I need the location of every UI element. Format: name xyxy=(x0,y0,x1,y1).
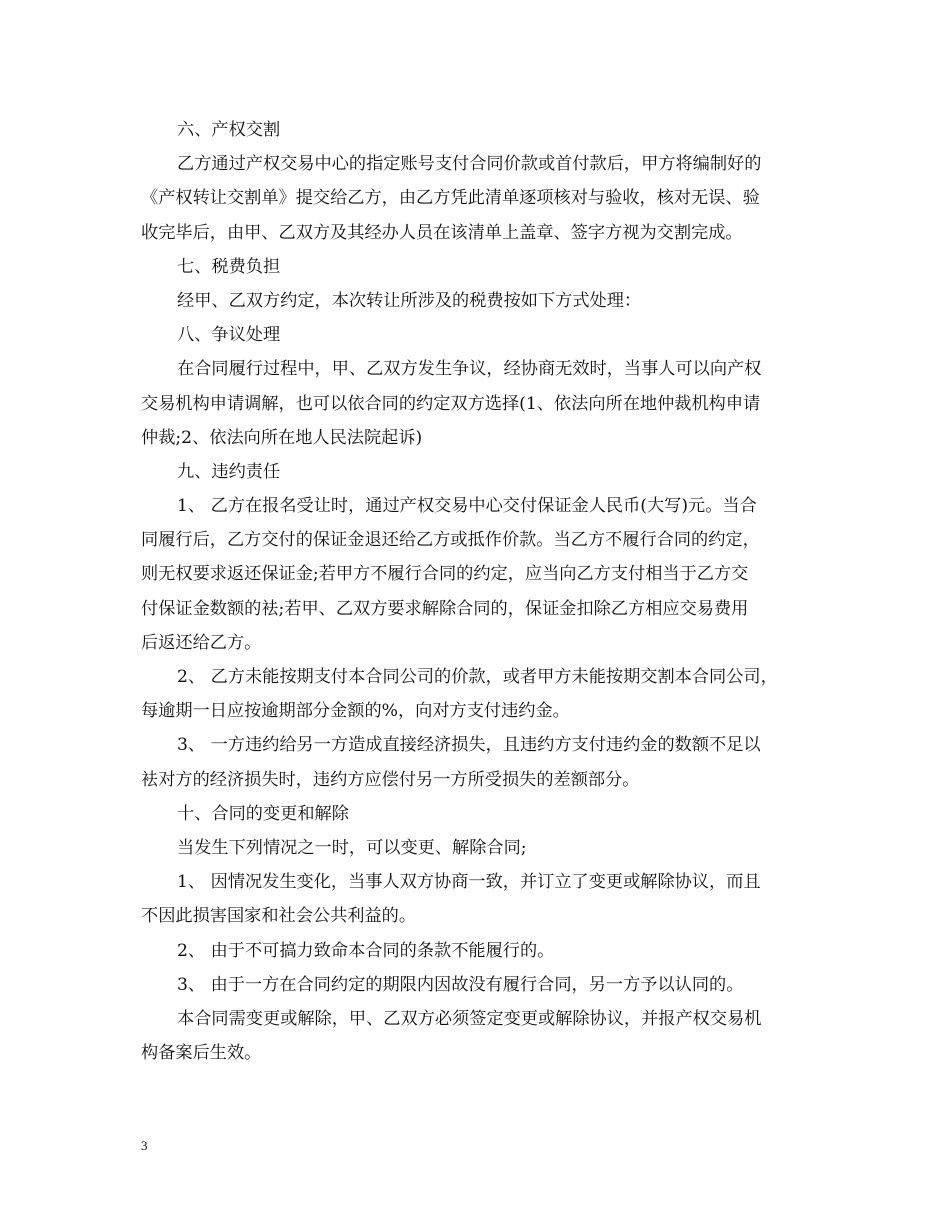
paragraph-line: 同履行后，乙方交付的保证金退还给乙方或抵作价款。当乙方不履行合同的约定， xyxy=(141,530,760,551)
list-item-line: 1、 乙方在报名受让时，通过产权交易中心交付保证金人民币(大写)元。当合 xyxy=(177,496,757,517)
section-heading-property-handover: 六、产权交割 xyxy=(177,120,281,140)
paragraph-line: 后返还给乙方。 xyxy=(141,632,262,653)
paragraph-line: 每逾期一日应按逾期部分金额的%，向对方支付违约金。 xyxy=(141,701,570,722)
section-heading-dispute-resolution: 八、争议处理 xyxy=(177,325,281,346)
section-heading-contract-change: 十、合同的变更和解除 xyxy=(177,803,349,824)
paragraph-line: 在合同履行过程中，甲、乙双方发生争议，经协商无效时，当事人可以向产权 xyxy=(177,359,762,380)
paragraph-line: 乙方通过产权交易中心的指定账号支付合同价款或首付款后，甲方将编制好的 xyxy=(177,154,762,175)
paragraph-line: 收完毕后，由甲、乙双方及其经办人员在该清单上盖章、签字方视为交割完成。 xyxy=(141,222,743,243)
paragraph-line: 不因此损害国家和社会公共利益的。 xyxy=(141,906,417,927)
paragraph-line: 交易机构申请调解，也可以依合同的约定双方选择(1、依法向所在地仲裁机构申请 xyxy=(141,393,761,414)
list-item-line: 2、 由于不可搞力致命本合同的条款不能履行的。 xyxy=(177,940,555,961)
page-number: 3 xyxy=(141,1138,148,1153)
paragraph-line: 袪对方的经济损失时，违约方应偿付另一方所受损失的差额部分。 xyxy=(141,769,640,790)
list-item-line: 3、 由于一方在合同约定的期限内因故没有履行合同，另一方予以认同的。 xyxy=(177,974,744,995)
section-heading-tax-burden: 七、税费负担 xyxy=(177,256,281,277)
paragraph-line: 本合同需变更或解除，甲、乙双方必须签定变更或解除协议，并报产权交易机 xyxy=(177,1008,762,1029)
paragraph-line: 付保证金数额的袪;若甲、乙双方要求解除合同的，保证金扣除乙方相应交易费用 xyxy=(141,598,749,619)
paragraph-line: 当发生下列情况之一时，可以变更、解除合同; xyxy=(177,837,527,858)
paragraph-line: 经甲、乙双方约定，本次转让所涉及的税费按如下方式处理： xyxy=(177,290,642,311)
list-item-line: 3、 一方违约给另一方造成直接经济损失，且违约方支付违约金的数额不足以 xyxy=(177,735,761,756)
paragraph-line: 仲裁;2、依法向所在地人民法院起诉) xyxy=(141,427,423,448)
document-body xyxy=(141,113,821,1070)
list-item-line: 1、 因情况发生变化，当事人双方协商一致，并订立了变更或解除协议，而且 xyxy=(177,872,761,893)
paragraph-line: 《产权转让交割单》提交给乙方，由乙方凭此清单逐项核对与验收，核对无误、验 xyxy=(141,188,760,209)
list-item-line: 2、 乙方未能按期支付本合同公司的价款，或者甲方未能按期交割本合同公司， xyxy=(177,667,778,687)
section-heading-breach-liability: 九、违约责任 xyxy=(177,461,281,482)
paragraph-line: 则无权要求返还保证金;若甲方不履行合同的约定，应当向乙方支付相当于乙方交 xyxy=(141,564,749,585)
paragraph-line: 构备案后生效。 xyxy=(141,1043,262,1064)
